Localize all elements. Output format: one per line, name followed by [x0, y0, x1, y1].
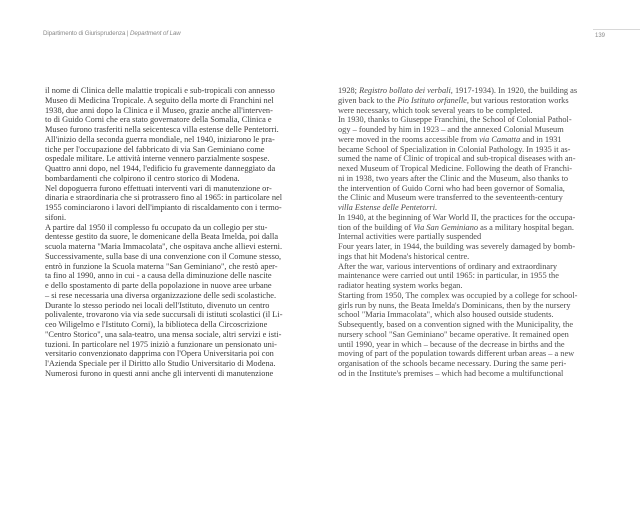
text-line: maintenance were carried out until 1965: in particular, in 1955 the [338, 271, 559, 281]
text-line: dinaria e straordinaria che si protrassero fino al 1965: in particolare nel [45, 193, 283, 203]
header-department-english: Department of Law [130, 30, 181, 37]
text-line: sumed the name of Clinic of tropical and sub-tropical diseases with an- [338, 154, 576, 164]
text-line: scuola materna "Maria Immacolata", che ospitava anche allievi esterni. [45, 242, 283, 251]
text-line: were moved in the rooms accessible from via Camatta and in 1931 [338, 134, 562, 144]
page-number-rule [593, 29, 640, 30]
text-line: After the war, various interventions of ordinary and extraordinary [338, 261, 558, 271]
text-line: Four years later, in 1944, the building was severely damaged by bomb- [338, 242, 576, 251]
text-line: Internal activities were partially suspended [338, 232, 482, 242]
running-header [43, 30, 181, 37]
text-line: were necessary, which took several years to be completed. [338, 105, 533, 115]
text-line: moving of part of the population towards different urban areas – a new [338, 349, 575, 359]
text-line: Durante lo stesso periodo nei locali dell'Istituto, divenuto un centro [45, 300, 270, 310]
header-department-italian: Dipartimento di Giurisprudenza [43, 30, 126, 37]
text-line: school "Maria Immacolata", which also housed outside students. [338, 310, 554, 320]
text-line: A partire dal 1950 il complesso fu occupato da un collegio per stu- [45, 222, 268, 232]
left-column-italian-text [45, 86, 299, 379]
text-line: entrò in funzione la Scuola materna "San Geminiano", che restò aper- [45, 261, 278, 271]
text-line: 1938, due anni dopo la Clinica e il Museo, grazie anche all'interven- [45, 105, 273, 115]
text-line: l'Azienda Speciale per il Diritto allo Studio Universitario di Modena. [45, 359, 276, 368]
text-line: ta fino al 1990, anno in cui - a causa della diminuzione delle nascite [45, 271, 272, 281]
text-line: until 1990, year in which – because of the decrease in births and the [338, 339, 565, 349]
text-line: versitario convenzionato dapprima con l'Opera Universitaria poi con [45, 349, 274, 359]
text-line: Numerosi furono in questi anni anche gli interventi di manutenzione [45, 368, 274, 378]
text-line: All'inizio della seconda guerra mondiale, nel 1940, iniziarono le pra- [45, 134, 275, 144]
text-line: polivalente, trovarono via via sede succursali di istituti scolastici (il Li- [45, 310, 283, 320]
text-line: 1955 cominciarono i lavori dell'impianto di riscaldamento con i termo- [45, 203, 282, 212]
text-line: In 1930, thanks to Giuseppe Franchini, the School of Colonial Pathol- [338, 115, 572, 125]
text-line: to di Guido Corni che era stato governatore della Somalia, Clinica e [45, 115, 272, 125]
text-line: the Clinic and Museum were transferred to the seventeenth-century [338, 193, 563, 203]
text-line: Nel dopoguerra furono effettuati interventi vari di manutenzione or- [45, 183, 272, 193]
header-separator: | [125, 30, 131, 37]
text-line: Subsequently, based on a convention signed with the Municipality, the [338, 320, 574, 329]
text-line: 1928; Registro bollato dei verbali, 1917-1934). In 1920, the building as [338, 86, 578, 95]
text-line: nexed Museum of Tropical Medicine. Following the death of Franchi- [338, 164, 573, 173]
text-line: Museo di Medicina Tropicale. A seguito della morte di Franchini nel [45, 95, 274, 105]
text-line: girls run by nuns, the Beata Imelda's Dominicans, then by the nursery [338, 300, 571, 310]
text-line: In 1940, at the beginning of War World II, the practices for the occupa- [338, 212, 576, 222]
text-line: nursery school "San Geminiano" became operative. It remained open [338, 329, 569, 339]
text-line: the intervention of Guido Corni who had been governor of Somalia, [338, 183, 565, 193]
text-line: dentesse gestito da suore, le domenicane della Beata Imelda, poi dalla [45, 232, 279, 242]
page-number: 139 [595, 33, 606, 39]
text-line: tion of the building of Via San Geminiano as a military hospital began. [338, 222, 574, 232]
text-line: became School of Specialization in Colonial Pathology. In 1935 it as- [338, 144, 571, 154]
text-line: Quattro anni dopo, nel 1944, l'edificio fu gravemente danneggiato da [45, 164, 276, 173]
text-line: tuzioni. In particolare nel 1975 iniziò a funzionare un pensionato uni- [45, 339, 277, 349]
text-line: Starting from 1950, The complex was occupied by a college for school- [338, 290, 578, 300]
text-line: Museo furono trasferiti nella seicentesca villa estense delle Pentetorri. [45, 125, 279, 134]
text-line: ings that hit Modena's historical centre. [338, 251, 470, 261]
text-line: od in the Institute's premises – which had become a multifunctional [338, 368, 564, 378]
text-line: – si rese necessaria una diversa organizzazione delle sedi scolastiche. [45, 290, 277, 300]
text-line: radiator heating system works began. [338, 281, 463, 290]
text-line: il nome di Clinica delle malattie tropicali e sub-tropicali con annesso [45, 86, 275, 95]
text-line: "Centro Storico", una sala-teatro, una mensa sociale, altri servizi e isti- [45, 329, 282, 339]
text-line: tiche per l'occupazione del fabbricato di via San Geminiano come [45, 144, 265, 154]
text-line: ceo Wiligelmo e l'Istituto Corni), la biblioteca della Circoscrizione [45, 320, 268, 329]
text-line: ospedale militare. Le attività interne vennero parzialmente sospese. [45, 154, 270, 164]
text-line: organisation of the schools became necessary. During the same peri- [338, 359, 567, 368]
text-line: sifoni. [45, 212, 67, 222]
right-column-english-text [338, 86, 592, 379]
text-line: ni in 1938, two years after the Clinic and the Museum, also thanks to [338, 173, 569, 183]
text-line: bombardamenti che colpirono il centro storico di Modena. [45, 173, 240, 183]
text-line: Successivamente, sulla base di una convenzione con il Comune stesso, [45, 251, 282, 261]
text-line: ogy – founded by him in 1923 – and the annexed Colonial Museum [338, 125, 564, 134]
text-line: villa Estense delle Pentetorri. [338, 203, 438, 212]
text-line: e dello spostamento di parte della popolazione in nuove aree urbane [45, 281, 272, 290]
text-line: given back to the Pio Istituto orfanelle, but various restoration works [338, 95, 569, 105]
